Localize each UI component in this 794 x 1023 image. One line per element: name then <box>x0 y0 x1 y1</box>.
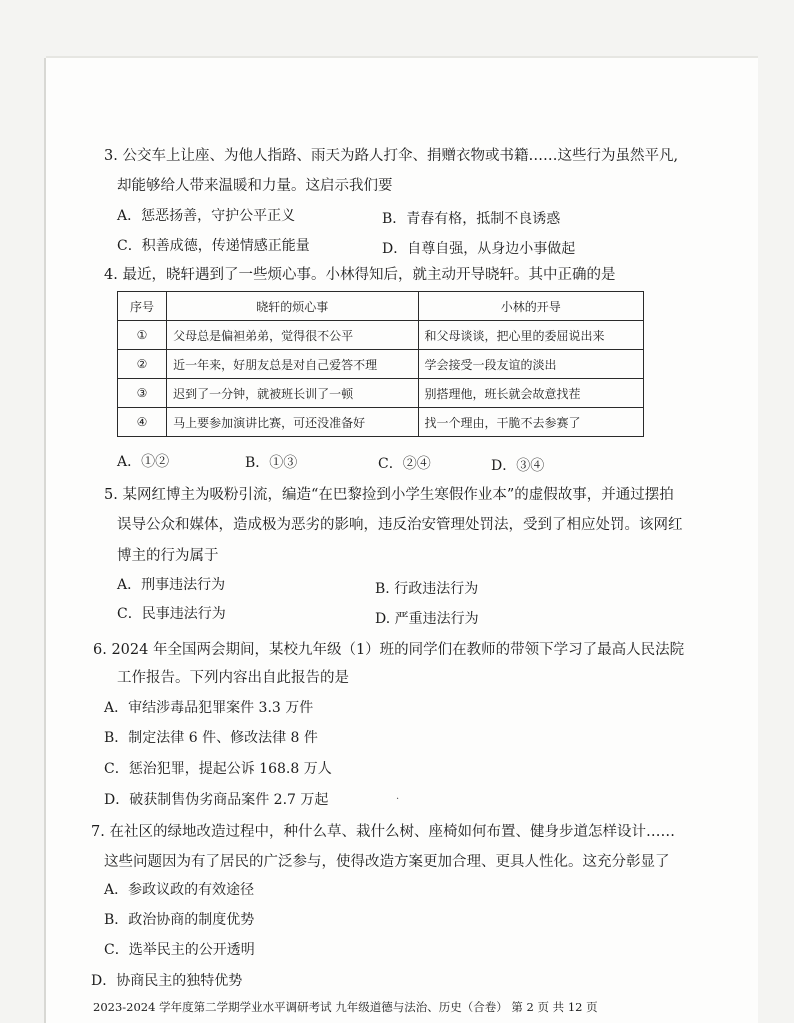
q5-option-b: B. 行政违法行为 <box>375 581 479 597</box>
table-cell-index: ① <box>118 321 167 350</box>
q3-stem-line1: 3. 公交车上让座、为他人指路、雨天为路人打伞、捐赠衣物或书籍……这些行为虽然平凡, <box>104 148 679 164</box>
paper-sheet <box>46 58 758 1023</box>
q3-option-d: D．自尊自强，从身边小事做起 <box>382 241 576 257</box>
q5-stem-line2: 误导公众和媒体，造成极为恶劣的影响，违反治安管理处罚法，受到了相应处罚。该网红 <box>117 517 683 533</box>
q4-option-c: C．②④ <box>378 456 431 472</box>
table-row <box>118 408 644 437</box>
table-cell-trouble: 父母总是偏袒弟弟，觉得很不公平 <box>167 321 418 350</box>
table-cell-trouble: 近一年来，好朋友总是对自己爱答不理 <box>167 350 418 379</box>
q7-stem-line2: 这些问题因为有了居民的广泛参与，使得改造方案更加合理、更具人性化。这充分彰显了 <box>104 854 670 870</box>
q7-stem-line1: 7. 在社区的绿地改造过程中，种什么草、栽什么树、座椅如何布置、健身步道怎样设计…… <box>91 824 675 840</box>
q4-option-d: D．③④ <box>491 458 545 474</box>
table-row <box>118 350 644 379</box>
q7-option-c: C．选举民主的公开透明 <box>104 942 255 958</box>
table-header-index: 序号 <box>118 292 167 321</box>
q5-stem-line1: 5. 某网红博主为吸粉引流，编造“在巴黎捡到小学生寒假作业本”的虚假故事，并通过摆拍 <box>104 487 674 503</box>
q3-stem-line2: 却能够给人带来温暖和力量。这启示我们要 <box>117 178 393 194</box>
q6-stem-line1: 6. 2024 年全国两会期间，某校九年级（1）班的同学们在教师的带领下学习了最高人民法院 <box>93 642 685 658</box>
q4-stem: 4. 最近，晓轩遇到了一些烦心事。小林得知后，就主动开导晓轩。其中正确的是 <box>104 267 616 283</box>
table-cell-advice: 别搭理他，班长就会故意找茬 <box>418 379 643 408</box>
q5-option-d: D. 严重违法行为 <box>375 611 479 627</box>
q3-option-b: B．青春有格，抵制不良诱惑 <box>382 211 561 227</box>
q5-option-a: A．刑事违法行为 <box>117 577 226 593</box>
q6-option-c: C．惩治犯罪，提起公诉 168.8 万人 <box>104 761 332 777</box>
table-cell-advice: 找一个理由，干脆不去参赛了 <box>418 408 643 437</box>
q7-option-a: A．参政议政的有效途径 <box>104 882 255 898</box>
q6-option-d: D．破获制售伪劣商品案件 2.7 万起 <box>104 792 329 808</box>
table-header-row <box>118 292 644 321</box>
table-row <box>118 321 644 350</box>
table-cell-advice: 学会接受一段友谊的淡出 <box>418 350 643 379</box>
table-cell-trouble: 迟到了一分钟，就被班长训了一顿 <box>167 379 418 408</box>
table-header-troubles: 晓轩的烦心事 <box>167 292 418 321</box>
q5-stem-line3: 博主的行为属于 <box>117 548 219 564</box>
page-footer: 2023-2024 学年度第二学期学业水平调研考试 九年级道德与法治、历史（合卷） 第 2 页 共 12 页 <box>93 1000 598 1014</box>
q3-option-c: C．积善成德，传递情感正能量 <box>117 238 310 254</box>
table-cell-index: ③ <box>118 379 167 408</box>
scan-speck: · <box>396 794 400 805</box>
q7-option-d: D．协商民主的独特优势 <box>91 973 243 989</box>
table-header-advice: 小林的开导 <box>418 292 643 321</box>
table-cell-trouble: 马上要参加演讲比赛，可还没准备好 <box>167 408 418 437</box>
q6-option-b: B．制定法律 6 件、修改法律 8 件 <box>104 730 318 746</box>
q4-table <box>117 291 644 437</box>
q3-option-a: A．惩恶扬善，守护公平正义 <box>117 208 296 224</box>
q7-option-b: B．政治协商的制度优势 <box>104 912 255 928</box>
table-cell-advice: 和父母谈谈，把心里的委屈说出来 <box>418 321 643 350</box>
q6-stem-line2: 工作报告。下列内容出自此报告的是 <box>117 670 349 686</box>
table-cell-index: ④ <box>118 408 167 437</box>
table-row <box>118 379 644 408</box>
table-cell-index: ② <box>118 350 167 379</box>
q4-option-b: B．①③ <box>245 455 298 471</box>
q6-option-a: A．审结涉毒品犯罪案件 3.3 万件 <box>104 700 314 716</box>
q5-option-c: C．民事违法行为 <box>117 606 226 622</box>
q4-option-a: A．①② <box>117 454 170 470</box>
